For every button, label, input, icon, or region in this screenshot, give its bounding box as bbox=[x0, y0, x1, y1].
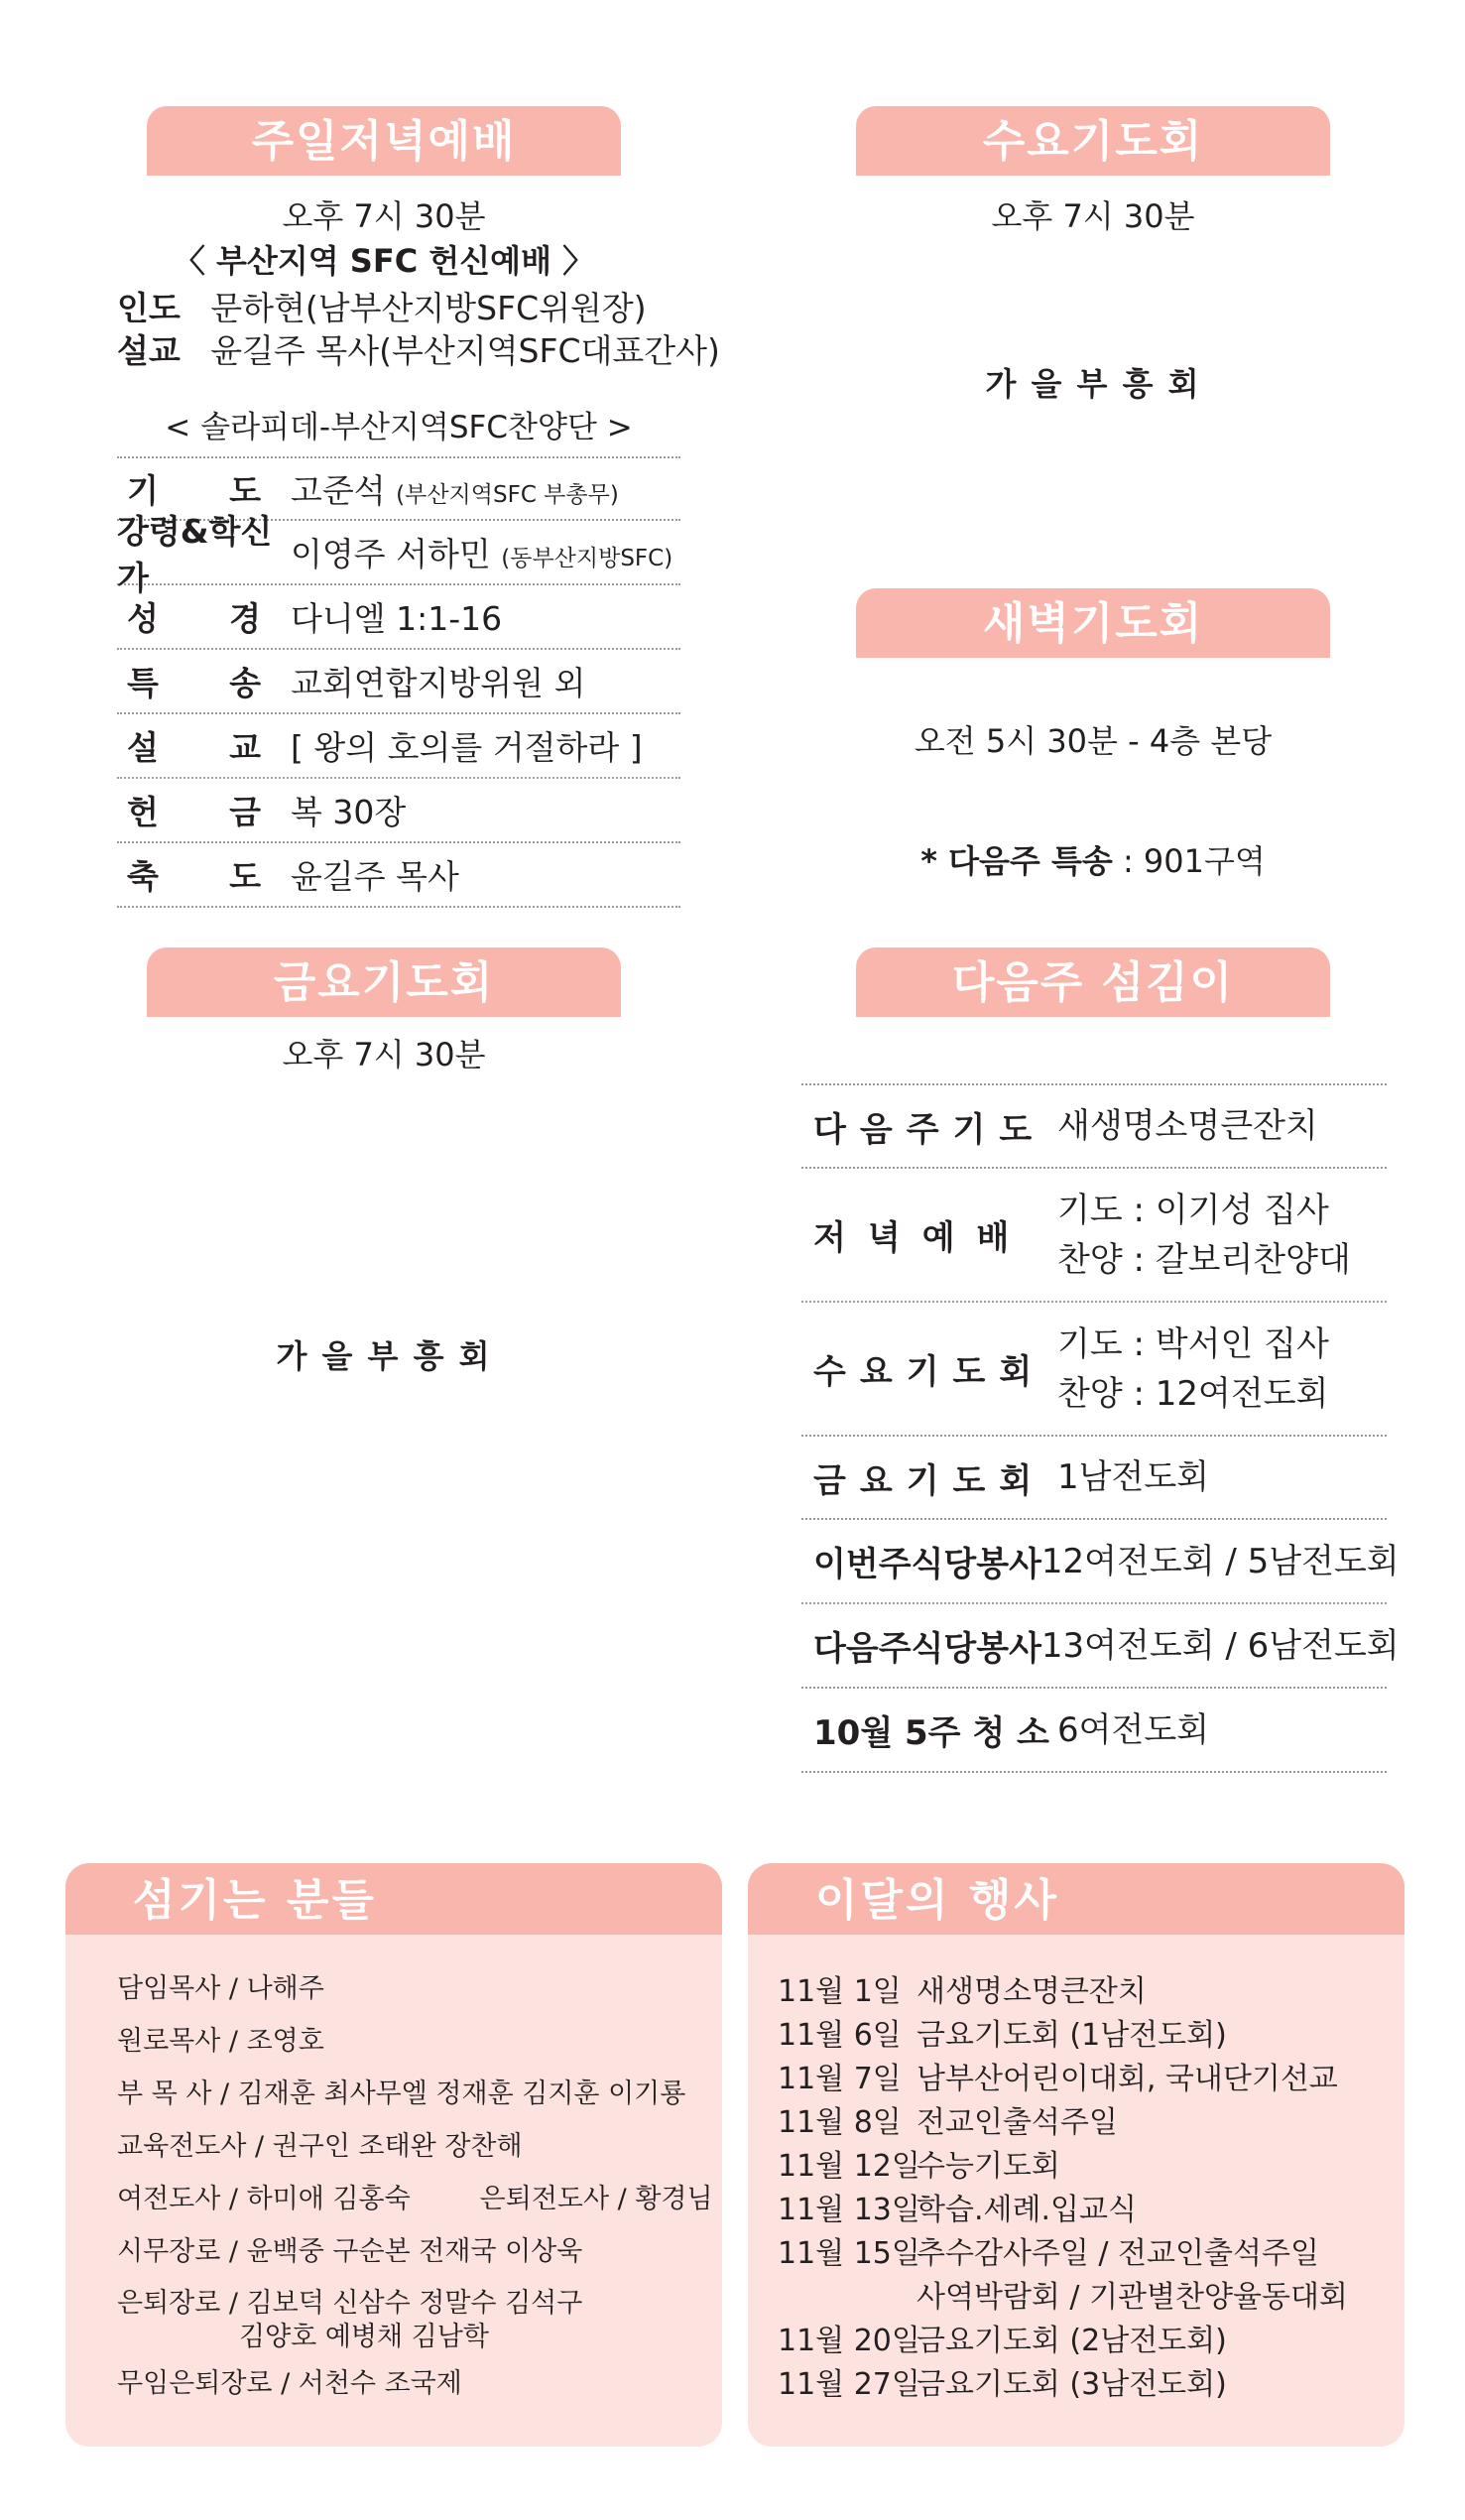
service-value: 13여전도회 / 6남전도회 bbox=[1040, 1625, 1400, 1666]
event-item: 11월 6일 금요기도회 (1남전도회) bbox=[778, 2018, 1227, 2053]
order-row bbox=[117, 714, 680, 779]
friday-time: 오후 7시 30분 bbox=[282, 1036, 486, 1073]
staff-line: 교육전도사 / 권구인 조태완 장찬해 bbox=[117, 2131, 523, 2162]
staff-line: 원로목사 / 조영호 bbox=[117, 2026, 324, 2057]
wednesday-header: 수요기도회 bbox=[856, 106, 1330, 176]
service-value: 1남전도회 bbox=[1057, 1457, 1210, 1497]
service-row bbox=[801, 1169, 1387, 1303]
order-label: 강령&학신가 bbox=[117, 511, 273, 597]
service-row bbox=[801, 1689, 1387, 1773]
order-label: 축 도 bbox=[127, 857, 261, 896]
dawn-header: 새벽기도회 bbox=[856, 588, 1330, 658]
order-label: 특 송 bbox=[127, 664, 261, 702]
service-value: 6여전도회 bbox=[1057, 1709, 1210, 1750]
sunday-evening-header: 주일저녁예배 bbox=[147, 106, 621, 176]
events-panel bbox=[748, 1863, 1404, 2447]
service-label: 저녁예배 bbox=[813, 1218, 1032, 1258]
lead-label: 인도 bbox=[117, 289, 181, 327]
event-item: 11월 13일 학습.세례.입교식 bbox=[778, 2193, 1137, 2227]
service-label: 다음주식당봉사 bbox=[813, 1629, 1041, 1669]
staff-line: 담임목사 / 나해주 bbox=[117, 1973, 324, 2004]
event-item: 11월 27일 금요기도회 (3남전도회) bbox=[778, 2367, 1227, 2402]
order-value: 복 30장 bbox=[291, 793, 407, 831]
dawn-time-place: 오전 5시 30분 - 4층 본당 bbox=[914, 722, 1273, 760]
service-value: 새생명소명큰잔치 bbox=[1057, 1106, 1318, 1146]
event-item: 11월 20일 금요기도회 (2남전도회) bbox=[778, 2324, 1227, 2358]
event-item: 11월 1일 새생명소명큰잔치 bbox=[778, 1974, 1147, 2009]
event-item: 사역박람회 / 기관별찬양율동대회 bbox=[916, 2280, 1348, 2315]
order-label: 성 경 bbox=[127, 599, 261, 638]
event-item: 11월 12일 수능기도회 bbox=[778, 2149, 1060, 2184]
staff-line: 시무장로 / 윤백중 구순본 전재국 이상욱 bbox=[117, 2236, 583, 2267]
sunday-evening-time: 오후 7시 30분 bbox=[282, 197, 486, 235]
next-special-label: * 다음주 특송 bbox=[920, 842, 1113, 880]
lead-value: 문하현(남부산지방SFC위원장) bbox=[210, 289, 647, 327]
staff-panel-header: 섬기는 분들 bbox=[65, 1863, 722, 1935]
service-value: 기도 : 박서인 집사 찬양 : 12여전도회 bbox=[1057, 1323, 1329, 1414]
staff-list bbox=[117, 1962, 713, 2410]
friday-header: 금요기도회 bbox=[147, 947, 621, 1017]
service-row bbox=[801, 1520, 1400, 1604]
sunday-lead-line bbox=[117, 283, 647, 329]
service-label: 수요기도회 bbox=[813, 1352, 1046, 1392]
order-value: [ 왕의 호의를 거절하라 ] bbox=[291, 728, 643, 767]
order-row bbox=[117, 650, 680, 714]
wednesday-event: 가 을 부 흥 회 bbox=[985, 365, 1201, 403]
staff-line: 은퇴장로 / 김보덕 신삼수 정말수 김석구 김양호 예병채 김남학 bbox=[117, 2288, 583, 2352]
staff-line: 여전도사 / 하미애 김홍숙 은퇴전도사 / 황경님 bbox=[117, 2184, 713, 2214]
events-panel-header: 이달의 행사 bbox=[748, 1863, 1404, 1935]
order-row bbox=[117, 511, 680, 597]
wednesday-time: 오후 7시 30분 bbox=[991, 197, 1195, 235]
sermon-value: 윤길주 목사(부산지역SFC대표간사) bbox=[210, 331, 720, 370]
next-service-table bbox=[801, 1083, 1400, 1773]
order-label: 기 도 bbox=[127, 471, 261, 510]
service-row bbox=[801, 1437, 1387, 1520]
service-row bbox=[801, 1085, 1387, 1169]
service-label: 금요기도회 bbox=[813, 1460, 1046, 1501]
service-label: 다음주기도 bbox=[813, 1109, 1046, 1150]
next-service-header: 다음주 섬김이 bbox=[856, 947, 1330, 1017]
staff-panel bbox=[65, 1863, 722, 2447]
choir-note: < 솔라피데-부산지역SFC찬양단 > bbox=[165, 410, 633, 445]
staff-line: 부 목 사 / 김재훈 최사무엘 정재훈 김지훈 이기룡 bbox=[117, 2079, 686, 2109]
next-special-value: : 901구역 bbox=[1112, 842, 1266, 880]
service-label: 이번주식당봉사 bbox=[813, 1545, 1041, 1584]
service-value: 12여전도회 / 5남전도회 bbox=[1040, 1541, 1400, 1581]
sunday-sermon-line bbox=[117, 325, 720, 372]
service-row bbox=[801, 1604, 1400, 1689]
friday-event: 가 을 부 흥 회 bbox=[276, 1337, 492, 1375]
dawn-next-special bbox=[856, 836, 1330, 882]
event-item: 11월 8일 전교인출석주일 bbox=[778, 2105, 1118, 2140]
service-label: 10월 5주 청 소 bbox=[813, 1713, 1049, 1753]
order-label: 헌 금 bbox=[127, 793, 261, 831]
service-value: 기도 : 이기성 집사 찬양 : 갈보리찬양대 bbox=[1057, 1190, 1351, 1280]
service-row bbox=[801, 1303, 1387, 1437]
sunday-order-table bbox=[117, 456, 680, 908]
order-row bbox=[117, 779, 680, 843]
events-list bbox=[778, 1970, 1348, 2407]
order-value: 교회연합지방위원 외 bbox=[291, 664, 586, 702]
order-label: 설 교 bbox=[127, 728, 261, 767]
order-row bbox=[117, 843, 680, 908]
order-row bbox=[117, 585, 680, 650]
sermon-label: 설교 bbox=[117, 331, 181, 370]
order-value: 다니엘 1:1-16 bbox=[291, 599, 503, 638]
order-value: 이영주 서하민 (동부산지방SFC) bbox=[291, 535, 673, 573]
staff-line: 무임은퇴장로 / 서천수 조국제 bbox=[117, 2368, 462, 2399]
order-value: 윤길주 목사 bbox=[291, 857, 459, 896]
sunday-evening-subtitle: 〈 부산지역 SFC 헌신예배 〉 bbox=[173, 242, 595, 280]
event-item: 11월 15일 추수감사주일 / 전교인출석주일 bbox=[778, 2236, 1319, 2271]
order-value: 고준석 (부산지역SFC 부총무) bbox=[291, 471, 619, 510]
event-item: 11월 7일 남부산어린이대회, 국내단기선교 bbox=[778, 2062, 1338, 2096]
